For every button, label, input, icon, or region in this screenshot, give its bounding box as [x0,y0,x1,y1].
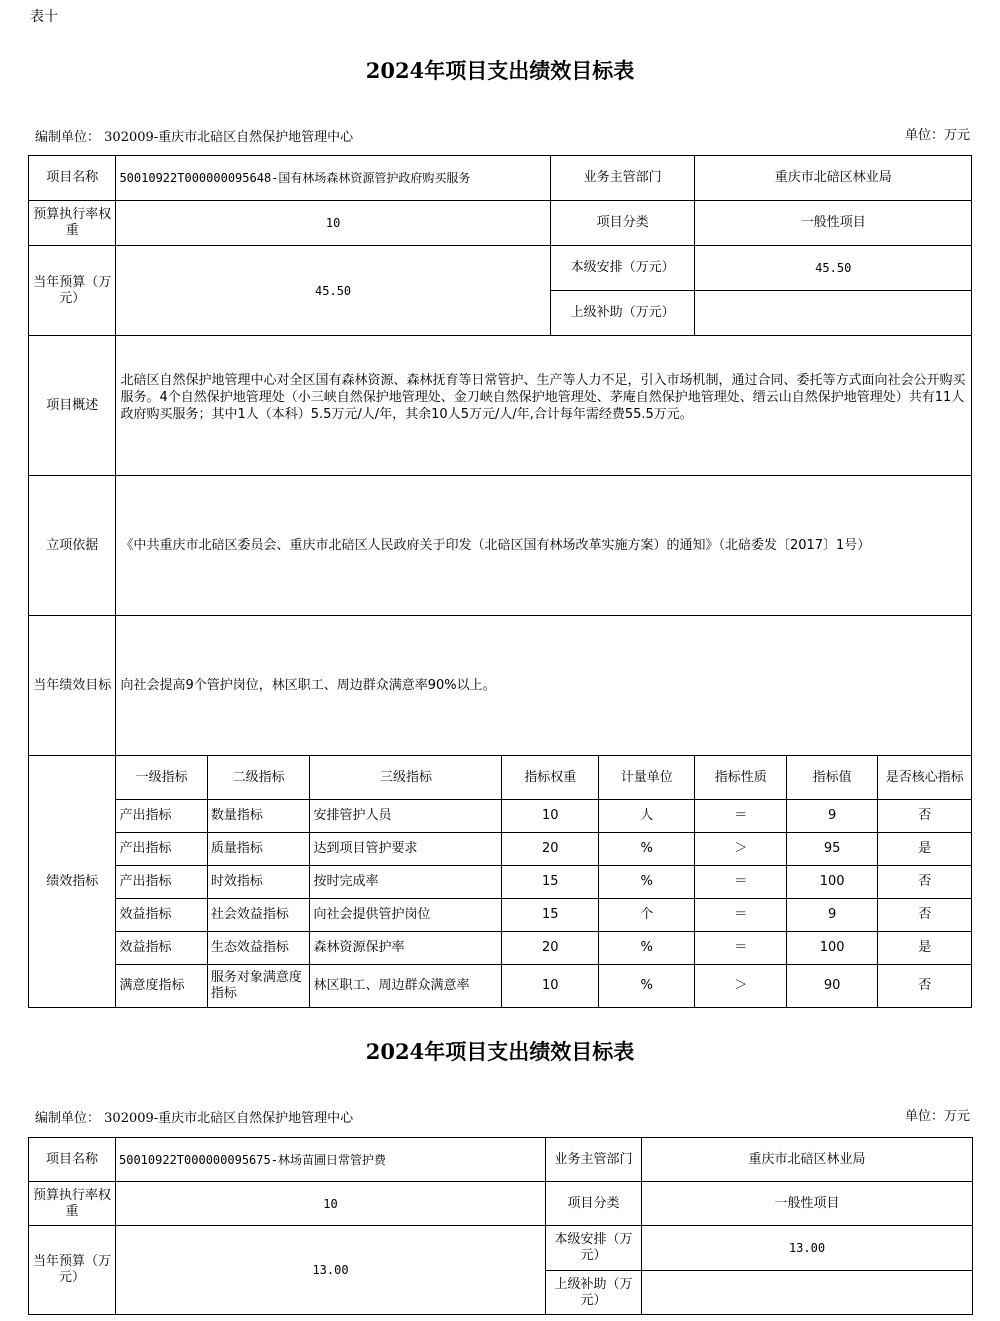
level2-cell: 时效指标 [207,866,310,899]
weight-cell: 20 [502,932,599,965]
corner-label: 表十 [30,9,58,25]
level2-cell: 质量指标 [207,833,310,866]
superior-value [695,291,972,336]
category-value: 一般性项目 [695,201,972,246]
header-level3: 三级指标 [310,756,502,800]
exec-weight-value: 10 [116,1182,546,1226]
level1-cell: 产出指标 [116,866,207,899]
unit-prefix: 编制单位： [35,1111,101,1126]
header-level1: 一级指标 [116,756,207,800]
level1-cell: 满意度指标 [116,965,207,1008]
table1-title: 2024年项目支出绩效目标表 [365,58,635,83]
level2-cell: 服务对象满意度指标 [207,965,310,1008]
local-label: 本级安排（万元） [546,1226,642,1271]
value-cell: 9 [786,899,877,932]
level1-cell: 效益指标 [116,899,207,932]
indicator-row [29,866,972,899]
project-name-value: 50010922T000000095675-林场苗圃日常管护费 [116,1138,546,1182]
category-label: 项目分类 [550,201,695,246]
indicator-row [29,932,972,965]
header-level2: 二级指标 [207,756,310,800]
level1-cell: 效益指标 [116,932,207,965]
goal-value: 向社会提高9个管护岗位，林区职工、周边群众满意率90%以上。 [116,616,972,756]
overview-value: 北碚区自然保护地管理中心对全区国有森林资源、森林抚育等日常管护、生产等人力不足，引入市场机制，通过合同、委托等方式面向社会公开购买服务。4个自然保护地管理处（小三峡自然保护地管理处、金刀峡自然保护地管理处、茅庵自然保护地管理处、缙云山自然保护地管理处）共有11人政府购买服务；其中1人（本科）5.5万元/人/年，其余10人5万元/人/年,合计每年需经费55.5万元。 [116,336,972,476]
value-cell: 90 [786,965,877,1008]
level3-cell: 向社会提供管护岗位 [310,899,502,932]
level1-cell: 产出指标 [116,800,207,833]
superior-label: 上级补助（万元） [550,291,695,336]
dept-value: 重庆市北碚区林业局 [695,156,972,201]
core-cell: 是 [878,932,972,965]
indicator-row [29,800,972,833]
basis-value: 《中共重庆市北碚区委员会、重庆市北碚区人民政府关于印发（北碚区国有林场改革实施方案）的通知》（北碚委发〔2017〕1号） [116,476,972,616]
table1 [28,155,972,1008]
weight-cell: 10 [502,800,599,833]
level3-cell: 森林资源保护率 [310,932,502,965]
table2-title: 2024年项目支出绩效目标表 [365,1039,635,1064]
core-cell: 否 [878,800,972,833]
unit-name: 302009-重庆市北碚区自然保护地管理中心 [104,130,354,145]
header-unit: 计量单位 [598,756,695,800]
core-cell: 是 [878,833,972,866]
unit-cell: % [598,965,695,1008]
year-budget-value: 13.00 [116,1226,546,1315]
level3-cell: 林区职工、周边群众满意率 [310,965,502,1008]
nature-cell: ＞ [695,965,786,1008]
unit-name: 302009-重庆市北碚区自然保护地管理中心 [104,1111,354,1126]
nature-cell: ＝ [695,899,786,932]
year-budget-label: 当年预算（万元） [29,1226,116,1315]
value-cell: 100 [786,866,877,899]
indicator-row [29,833,972,866]
year-budget-value: 45.50 [116,246,550,336]
currency-label: 单位：万元 [904,1109,970,1124]
basis-label: 立项依据 [29,476,116,616]
unit-cell: 人 [598,800,695,833]
weight-cell: 15 [502,866,599,899]
value-cell: 100 [786,932,877,965]
level1-cell: 产出指标 [116,833,207,866]
overview-label: 项目概述 [29,336,116,476]
superior-value [642,1271,973,1315]
category-value: 一般性项目 [642,1182,973,1226]
header-nature: 指标性质 [695,756,786,800]
superior-label: 上级补助（万元） [546,1271,642,1315]
local-value: 45.50 [695,246,972,291]
dept-value: 重庆市北碚区林业局 [642,1138,973,1182]
level3-cell: 达到项目管护要求 [310,833,502,866]
unit-prefix: 编制单位： [35,130,101,145]
exec-weight-value: 10 [116,201,550,246]
weight-cell: 20 [502,833,599,866]
unit-cell: % [598,932,695,965]
value-cell: 9 [786,800,877,833]
unit-cell: % [598,833,695,866]
year-budget-label: 当年预算（万元） [29,246,116,336]
dept-label: 业务主管部门 [550,156,695,201]
goal-label: 当年绩效目标 [29,616,116,756]
nature-cell: ＝ [695,800,786,833]
weight-cell: 10 [502,965,599,1008]
table1-unit-line [35,126,353,145]
exec-weight-label: 预算执行率权重 [29,1182,116,1226]
level2-cell: 生态效益指标 [207,932,310,965]
core-cell: 否 [878,965,972,1008]
currency-label: 单位：万元 [904,128,970,143]
value-cell: 95 [786,833,877,866]
header-weight: 指标权重 [502,756,599,800]
project-name-label: 项目名称 [29,156,116,201]
exec-weight-label: 预算执行率权重 [29,201,116,246]
nature-cell: ＝ [695,932,786,965]
level2-cell: 数量指标 [207,800,310,833]
local-value: 13.00 [642,1226,973,1271]
indicator-row [29,965,972,1008]
nature-cell: ＞ [695,833,786,866]
weight-cell: 15 [502,899,599,932]
header-core: 是否核心指标 [878,756,972,800]
project-name-label: 项目名称 [29,1138,116,1182]
level2-cell: 社会效益指标 [207,899,310,932]
unit-cell: 个 [598,899,695,932]
project-name-value: 50010922T000000095648-国有林场森林资源管护政府购买服务 [116,156,550,201]
table2 [28,1137,973,1315]
core-cell: 否 [878,899,972,932]
indicator-row [29,899,972,932]
level3-cell: 按时完成率 [310,866,502,899]
header-value: 指标值 [786,756,877,800]
core-cell: 否 [878,866,972,899]
nature-cell: ＝ [695,866,786,899]
local-label: 本级安排（万元） [550,246,695,291]
unit-cell: % [598,866,695,899]
category-label: 项目分类 [546,1182,642,1226]
table2-unit-line [35,1107,353,1126]
level3-cell: 安排管护人员 [310,800,502,833]
indicators-label: 绩效指标 [29,756,116,1008]
dept-label: 业务主管部门 [546,1138,642,1182]
